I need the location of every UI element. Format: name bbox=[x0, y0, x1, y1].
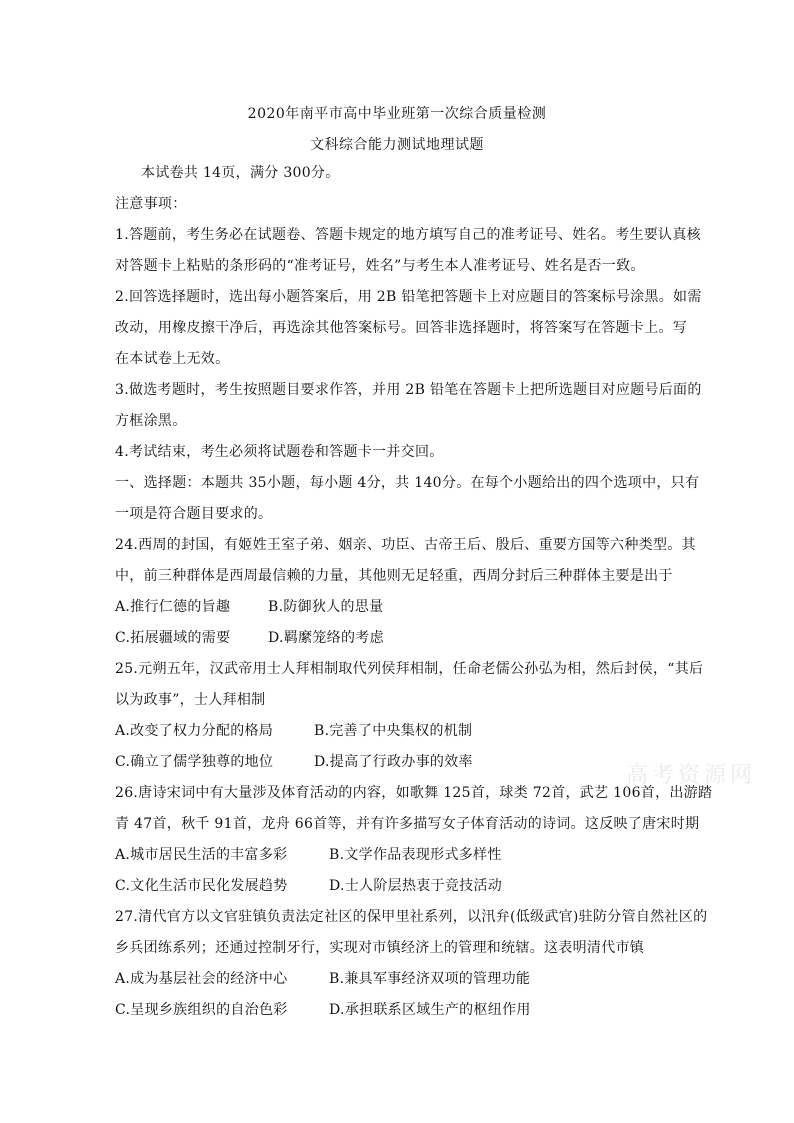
q26-option-d: D.士人阶层热衷于竞技活动 bbox=[329, 878, 503, 894]
q24-option-a: A.推行仁德的旨趣 bbox=[115, 599, 231, 615]
notice-heading: 注意事项： bbox=[115, 196, 187, 212]
notice-line: 在本试卷上无效。 bbox=[115, 351, 230, 367]
question-25-stem: 25.元朔五年，汉武帝用士人拜相制取代列侯拜相制，任命老儒公孙弘为相，然后封侯，“其后 bbox=[115, 661, 704, 677]
notice-line: 改动，用橡皮擦干净后，再选涂其他答案标号。回答非选择题时，将答案写在答题卡上。写 bbox=[115, 320, 687, 336]
section-heading: 一、选择题：本题共 35小题，每小题 4分，共 140分。在每个小题给出的四个选项中，只有 bbox=[115, 475, 700, 491]
question-27-stem: 27.清代官方以文官驻镇负责法定社区的保甲里社系列，以汛弁(低级武官)驻防分管自然社区的 bbox=[115, 909, 708, 925]
q27-option-a: A.成为基层社会的经济中心 bbox=[115, 971, 288, 987]
q26-option-a: A.城市居民生活的丰富多彩 bbox=[115, 847, 288, 863]
question-27-stem: 乡兵团练系列；还通过控制牙行，实现对市镇经济上的管理和统辖。这表明清代市镇 bbox=[115, 940, 645, 956]
notice-line: 1.答题前，考生务必在试题卷、答题卡规定的地方填写自己的准考证号、姓名。考生要认真核 bbox=[115, 227, 701, 243]
watermark: 高考资源网 bbox=[626, 763, 757, 788]
section-heading-cont: 一项是符合题目要求的。 bbox=[115, 506, 273, 522]
notice-line: 对答题卡上粘贴的条形码的“准考证号，姓名”与考生本人准考证号、姓名是否一致。 bbox=[115, 258, 645, 274]
q25-option-d: D.提高了行政办事的效率 bbox=[314, 754, 473, 770]
q25-option-b: B.完善了中央集权的机制 bbox=[314, 723, 473, 739]
q27-option-b: B.兼具军事经济双项的管理功能 bbox=[329, 971, 531, 987]
notice-line: 3.做选考题时，考生按照题目要求作答，并用 2B 铅笔在答题卡上把所选题目对应题号后面的 bbox=[115, 382, 702, 398]
q27-option-c: C.呈现乡族组织的自治色彩 bbox=[115, 1002, 288, 1018]
q27-option-d: D.承担联系区域生产的枢纽作用 bbox=[329, 1002, 531, 1018]
question-26-stem: 青 47首，秋千 91首，龙舟 66首等，并有许多描写女子体育活动的诗词。这反映了唐宋时期 bbox=[115, 816, 700, 832]
q25-option-c: C.确立了儒学独尊的地位 bbox=[115, 754, 274, 770]
q25-option-a: A.改变了权力分配的格局 bbox=[115, 723, 274, 739]
q26-option-c: C.文化生活市民化发展趋势 bbox=[115, 878, 288, 894]
question-24-stem: 中，前三种群体是西周最信赖的力量，其他则无足轻重，西周分封后三种群体主要是出于 bbox=[115, 568, 673, 584]
question-24-stem: 24.西周的封国，有姬姓王室子弟、姻亲、功臣、古帝王后、殷后、重要方国等六种类型。其 bbox=[115, 537, 696, 553]
exam-title: 2020年南平市高中毕业班第一次综合质量检测 bbox=[247, 106, 547, 122]
paper-intro: 本试卷共 14页，满分 300分。 bbox=[141, 165, 340, 181]
q24-option-c: C.拓展疆域的需要 bbox=[115, 630, 231, 646]
notice-line: 2.回答选择题时，选出每小题答案后，用 2B 铅笔把答题卡上对应题目的答案标号涂黑。如需 bbox=[115, 289, 702, 305]
q26-option-b: B.文学作品表现形式多样性 bbox=[329, 847, 502, 863]
notice-line: 方框涂黑。 bbox=[115, 413, 187, 429]
notice-line: 4.考试结束，考生必须将试题卷和答题卡一并交回。 bbox=[115, 444, 444, 460]
q24-option-b: B.防御狄人的思量 bbox=[268, 599, 384, 615]
question-26-stem: 26.唐诗宋词中有大量涉及体育活动的内容，如歌舞 125首，球类 72首，武艺 106首，出游踏 bbox=[115, 785, 713, 801]
exam-subtitle: 文科综合能力测试地理试题 bbox=[310, 137, 484, 153]
question-25-stem: 以为政事”，士人拜相制 bbox=[115, 692, 266, 708]
q24-option-d: D.羁縻笼络的考虑 bbox=[268, 630, 384, 646]
